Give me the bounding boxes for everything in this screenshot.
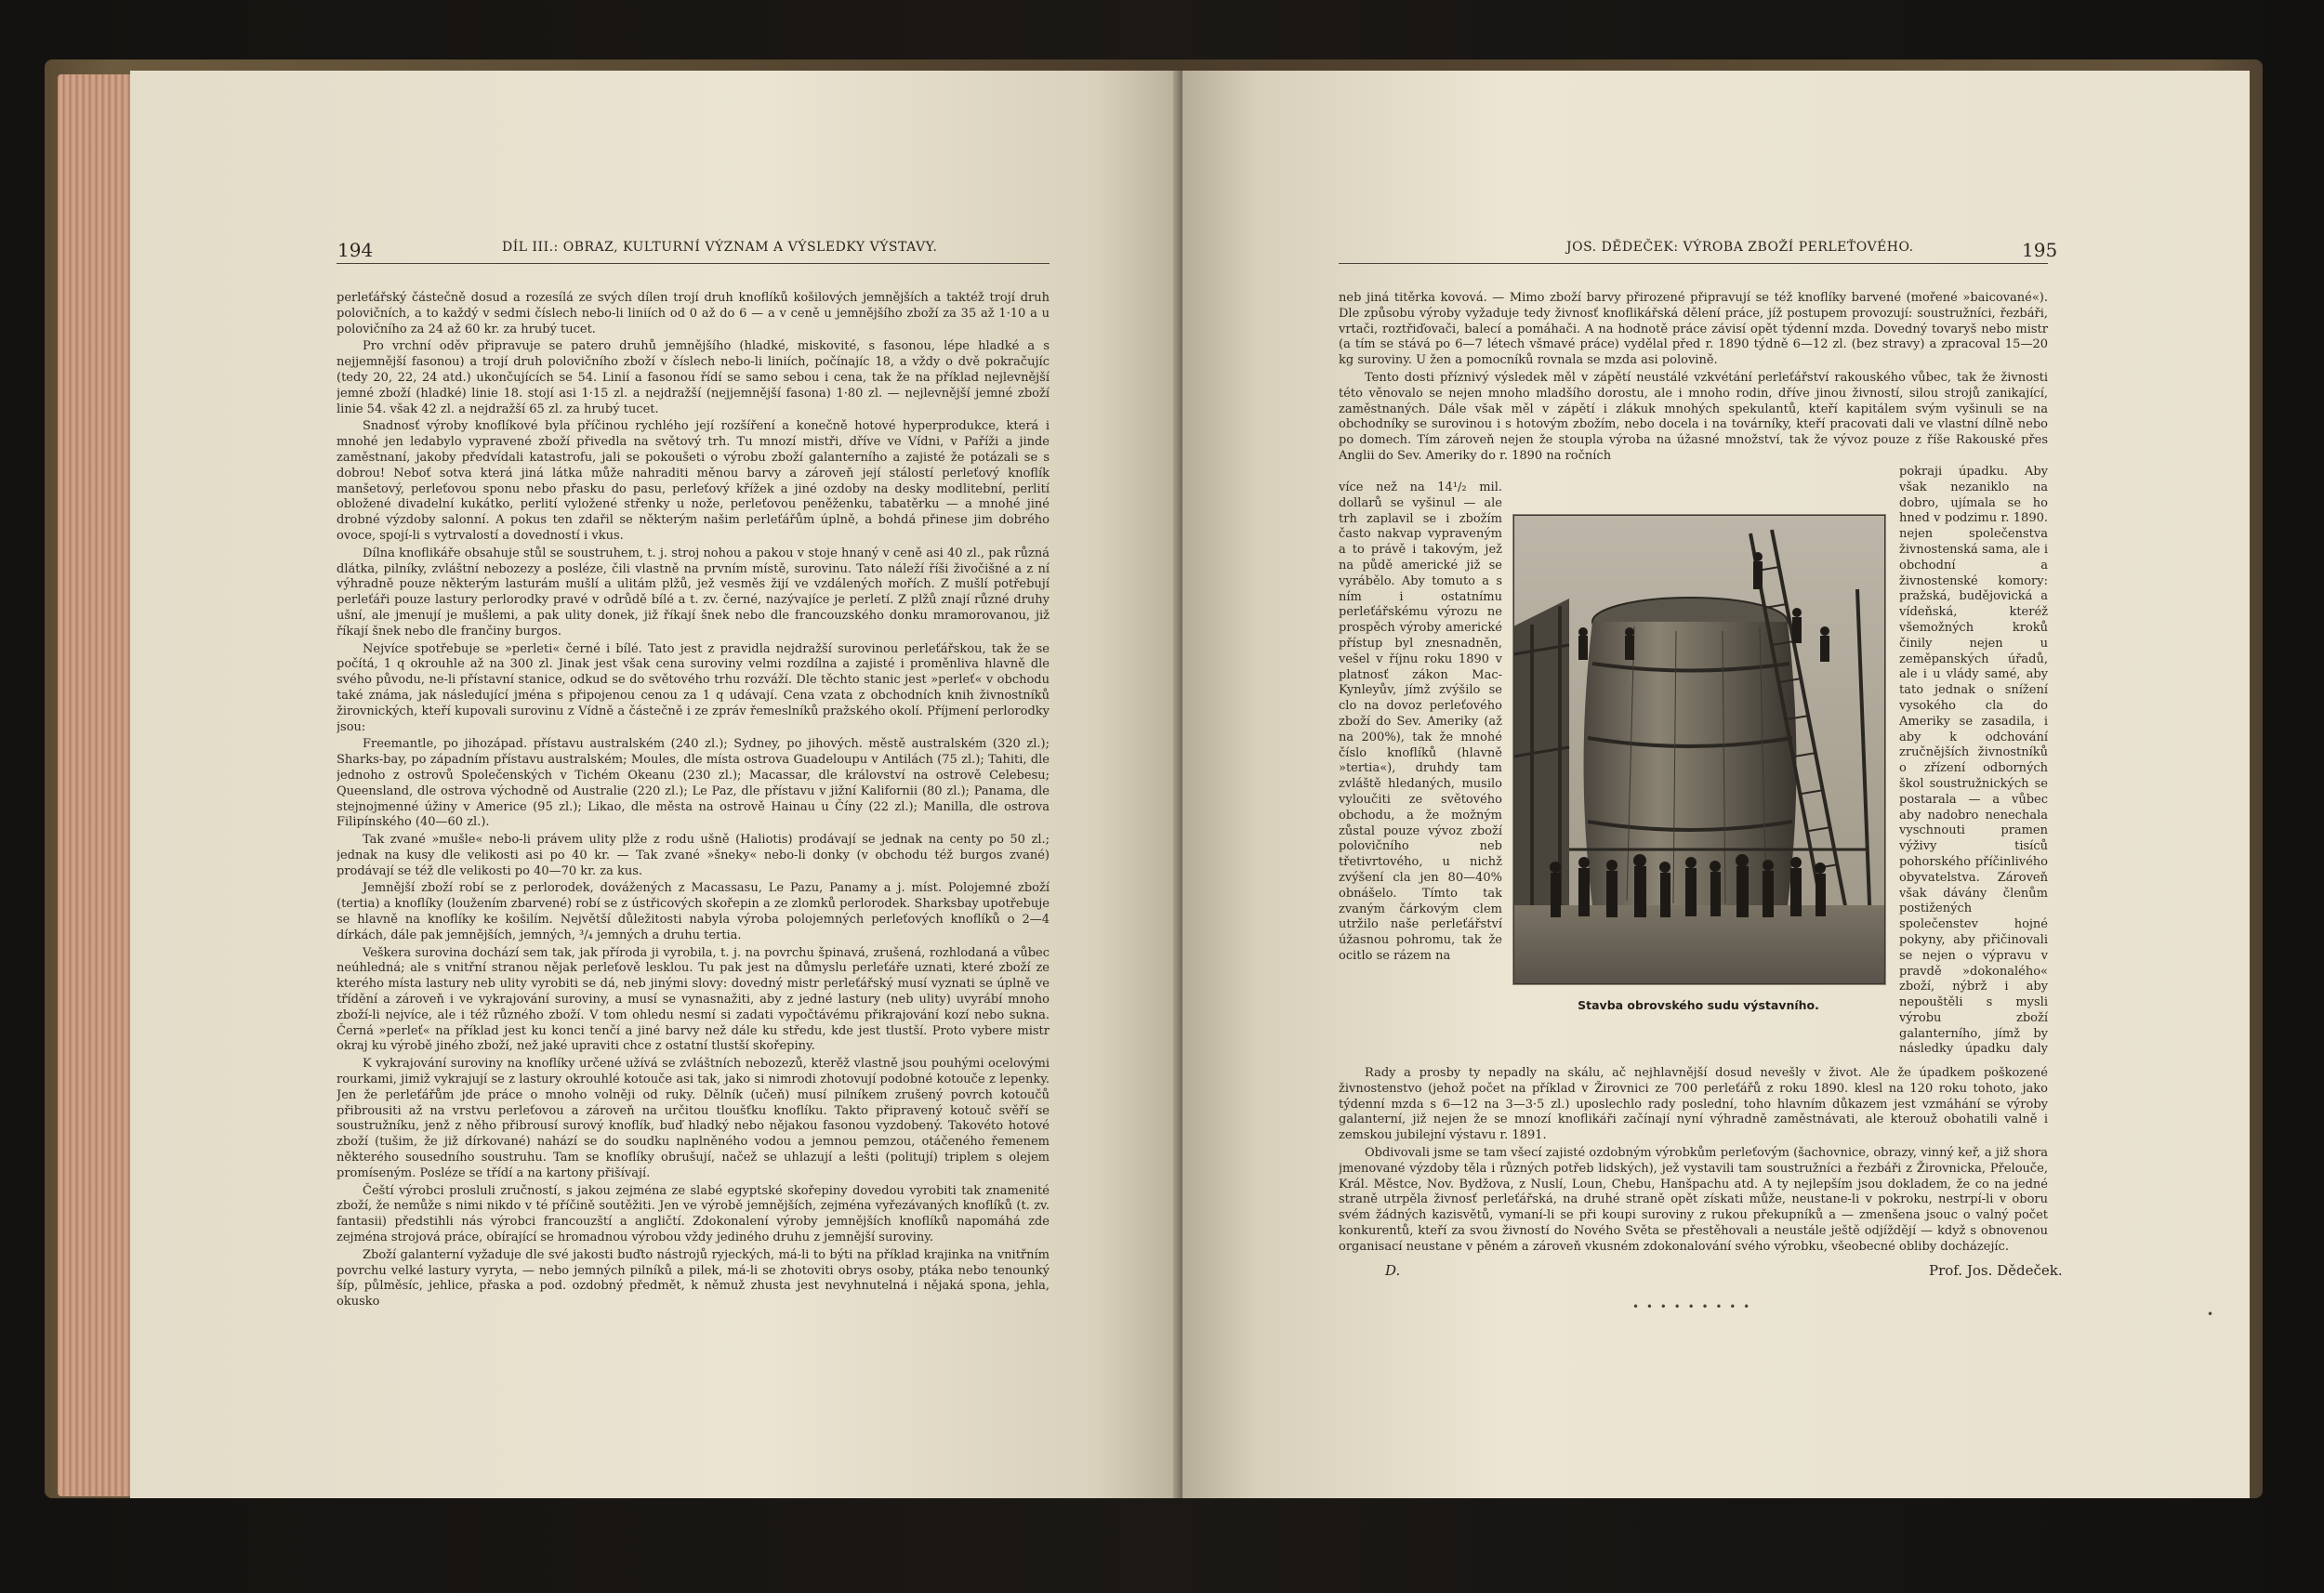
paragraph: perleťářský částečně dosud a rozesílá ze svých dílen trojí druh knoflíků košilových jemnějších a taktéž trojí druh polovičních, a to každý v sedmi číslech nebo-li liniích od 0 až do 6 — a v ceně u jemnějšího zboží za 35 až 1·10 a u polovičního za 24 až 60 kr. za hrubý tucet. — [337, 291, 1050, 336]
right-page-bottom-text — [1339, 1066, 2048, 1259]
corner-ornament: • — [2207, 1308, 2214, 1321]
right-page-number: 195 — [2022, 239, 2058, 261]
paragraph: K vykrajování suroviny na knoflíky určené užívá se zvláštních nebozezů, kterěž vlastně jsou pouhými ocelovými rourkami, jimiž vykrajují se z lastury okrouhlé kotouče asi tak, jako si nimrodi zhotovují podobné kotouče z lepenky. Jen že perleťářům jde práce o mnoho volněji od ruky. Dělník (učeň) musí pilníkem zrušený povrch kotoučů přibrousiti až na vrstvu perleťovou a zároveň na určitou tloušťku knoflíku. Takto připravený kotouč svěří se soustružníku, jenž z něho přibrousí surový knoflík, buď hladký nebo nějakou fasonou vyzdobený. Takovéto hotové zboží (tušim, že již dírkované) nahází se do soudku naplněného vodou a jemnou pemzou, otáčeného řemenem některého sousedního soustruhu. Tam se knoflíky obrušují, načež se uhlazují a lešti (politují) triplem s olejem promíseným. Posléze se třídí a na kartony přišívají. — [337, 1057, 1050, 1180]
paragraph: Obdivovali jsme se tam všecí zajisté ozdobným výrobkům perleťovým (šachovnice, obrazy, vinný keř, a již shora jmenované výzdoby těla i různých potřeb lidských), jež vystavili tam soustružníci a řezbáři z Žirovnicka, Přelouče, Král. Městce, Nov. Bydžova, z Nuslí, Loun, Chebu, Hanšpachu atd. A ty nejlepším jsou dokladem, že co na jedné straně utrpěla živnosť perleťářská, na druhé straně opět získati může, neustane-li v pokroku, nestrpí-li v oboru svém žádných kazisvětů, vymaní-li se při koupi suroviny z rukou překupníků a — zmenšena jsouc o valný počet konkurentů, kteří za svou živností do Nového Světa se přestěhovali a neustále ještě odjíždějí — když s obnovenou organisací neustane v pěném a zároveň vkusném zdokonalování svého výrobku, všeobecné obliby docházejíc. — [1339, 1145, 2048, 1254]
right-page-right-narrow-column — [1899, 465, 2048, 1056]
signoff-initial: D. — [1385, 1262, 1401, 1279]
right-running-header: JOS. DĚDEČEK: VÝROBA ZBOŽÍ PERLEŤOVÉHO. — [1566, 240, 1914, 255]
barrel-construction-photo — [1512, 514, 1886, 985]
photo-caption: Stavba obrovského sudu výstavního. — [1578, 998, 1819, 1012]
paragraph: Veškera surovina dochází sem tak, jak příroda ji vyrobila, t. j. na povrchu špinavá, zrušená, rozhlodaná a vůbec neúhledná; ale s vnitřní stranou nějak perleťově lesklou. Tu pak jest na důmyslu perleťáře uznati, které zboží ze kterého místa lastury neb ulity vyrobiti se dá, neb jinými slovy: dovedný mistr perleťářský musí vyznati se úplně ve třídění a zároveň i ve vykrajování suroviny, a musí se vynasnažiti, aby z jedné lastury (neb ulity) uvyrábí mnoho zboží-li nejvíce, ale i též různého zboží. V tom ohledu nesmí si zadati vypočtávému přikrajování kozí nebo sukna. Černá »perleť« na příklad jest ku konci tenčí a jiné barvy než dále ku středu, kde jest tlustší. Proto vybere mistr okraj ku výrobě jiného zboží, než jaké upraviti chce z ostatní tlustší skořepiny. — [337, 945, 1050, 1054]
photo-illustration — [1513, 515, 1885, 984]
paragraph: Dílna knoflikáře obsahuje stůl se soustruhem, t. j. stroj nohou a pakou v stoje hnaný v ceně asi 40 zl., pak různá dlátka, pilníky, zvláštní nebozezy a posléze, čili vlastně na prvním místě, surovinu. Tato náleží říši živočišné a z ní výhradně pouze některým lasturám mušlí a ulitám plžů, jež vesměs žijí ve vzdálených mořích. Z mušlí potřebují perleťáři pouze lastury perlorodky pravé v odrůdě bílé a t. zv. černé, nazývajíce je perletí. Z plžů znají různé druhy ušní, ale jmenují je mušlemi, a pak ulity donek, již říkají šnek nebo dle francouzského donku mramorovanou, již říkají šnek nebo dle frančiny burgos. — [337, 546, 1050, 639]
left-running-header: DÍL III.: OBRAZ, KULTURNÍ VÝZNAM A VÝSLEDKY VÝSTAVY. — [502, 240, 938, 255]
right-header-rule — [1339, 263, 2048, 264]
left-page-text — [337, 291, 1050, 1313]
paragraph: Rady a prosby ty nepadly na skálu, ač nejhlavnější dosud nevešly v život. Ale že úpadkem poškozené živnostenstvo (jehož počet na příklad v Žirovnici ze 700 perleťářů z roku 1890. klesl na 120 roku tohoto, jako týdenní mzda s 6—12 na 3—3·5 zl.) uposlechlo rady poslední, toho hlavním důkazem jest vzmáhání se výroby galanterní, již nejen že se mnozí knoflikáři začínají nyní výhradně zaměstnávati, ale kterouž obohatili valně i zemskou jubilejní výstavu r. 1891. — [1339, 1066, 2048, 1143]
paragraph: Freemantle, po jihozápad. přístavu australském (240 zl.); Sydney, po jihových. městě australském (320 zl.); Sharks-bay, po západním přístavu australském; Moules, dle místa ostrova Guadeloupu v Antilách (75 zl.); Tahiti, dle jednoho z ostrovů Společenských v Tichém Okeanu (230 zl.); Macassar, dle království na ostrově Celebesu; Queensland, dle ostrova východně od Australie (220 zl.); Le Paz, dle přístavu v jižní Kalifornii (80 zl.); Panama, dle stejnojmenné úžiny v Americe (95 zl.); Likao, dle města na ostrově Hainau u Číny (22 zl.); Manilla, dle ostrova Filipínského (40—60 zl.). — [337, 737, 1050, 830]
paragraph: Snadnosť výroby knoflíkové byla příčinou rychlého její rozšíření a konečně hotové hyperprodukce, která i mnohé jen ledabylo vypravené zboží přivedla na světový trh. Tu mnozí mistři, dříve ve Vídni, v Paříži a jinde zaměstnaní, jakoby předvídali katastrofu, jali se pokoušeti o výrobu zboží galanterního a zajisté že potázali se s dobrou! Neboť sotva která jiná látka může nahraditi měnou barvy a zároveň její stálostí perleťový knoflík manšetový, perleťovou sponu nebo přasku do pasu, perleťový křížek a jiné ozdoby na desky modlitební, perlití obložené divadelní kukátko, perlití vyložené střenky u nože, perleťovou peněženku, tabatěrku — a mnohé jiné drobné výzdoby salonní. A pokus ten zdařil se některým našim perleťářům úplně, a bohdá přinese jim dobrého ovoce, spojí-li s vytrvalostí a dovedností i vkus. — [337, 419, 1050, 543]
paragraph: více než na 14¹/₂ mil. dollarů se vyšinul — ale trh zaplavil se i zbožím často nakvap vypraveným a to právě i takovým, jež na půdě americké již se vyrábělo. Aby tomuto a s ním i ostatnímu perleťářskému výrozu ne prospěch výroby americké přístup byl znesnadněn, vešel v říjnu roku 1890 v platnosť zákon Mac-Kynleyův, jímž zvýšilo se clo na dovoz perleťového zboží do Sev. Ameriky (až na 200%), tak že mnohé číslo knoflíků (hlavně »tertia«), druhdy tam zvláště hledaných, musilo vyloučiti ze světového obchodu, a že možným zůstal pouze vývoz zboží polovičního neb třetivrtového, u nichž zvýšení cla jen 80—40% obnášelo. Tímto tak zvaným čárkovým clem utržilo naše perleťářství úžasnou pohromu, tak že ocitlo se rázem na — [1339, 481, 1502, 963]
paragraph: Pro vrchní oděv připravuje se patero druhů jemnějšího (hladké, miskovité, s fasonou, lépe hladké a s nejjemnější fasonou) a trojí druh polovičního zboží v číslech nebo-li liniích, počínajíc 18, a vždy o dvě pokračujíc (tedy 20, 22, 24 atd.) ukončujících se 54. Linií a fasonou řídí se samo sebou i cena, tak že na příklad nejlevnější jemné zboží (hladké) linie 18. stojí asi 1·15 zl. a nejdražší (nejjemnější fasona) 1·80 zl. — nejlevnější jemné zboží linie 54. však 42 zl. a nejdražší 65 zl. za hrubý tucet. — [337, 339, 1050, 416]
paragraph: pokraji úpadku. Aby však nezaniklo na dobro, ujímala se ho hned v podzimu r. 1890. nejen společenstva živnostenská sama, ale i obchodní a živnostenské komory: pražská, budějovická a vídeňská, kteréž všemožných kroků činily nejen u zeměpanských úřadů, ale i u vlády samé, aby tato jednak o snížení vysokého cla do Ameriky se zasadila, i aby k odchování zručnějších živnostníků o zřízení odborných škol soustružnických se postarala — a vůbec aby nadobro nenechala vyschnouti pramen výživy tisíců pohorského příčinlivého obyvatelstva. Zároveň však dávány členům postižených společenstev hojné pokyny, aby přičinovali se nejen o výpravu v pravdě »dokonalého« zboží, nýbrž i aby nepouštěli s mysli výrobu zboží galanterního, jímž by následky úpadku daly — [1899, 465, 2048, 1056]
right-page-left-narrow-column — [1339, 481, 1502, 1056]
paragraph: neb jiná titěrka kovová. — Mimo zboží barvy přirozené připravují se též knoflíky barvené (mořené »baicované«). Dle způsobu výroby vyžaduje tedy živnosť knoflikářská dělení práce, jíž postupem provozují: soustružníci, řezbáři, vrtači, roztřiďovači, balecí a pomáhači. A na hodnotě práce závisí opět týdenní mzda. Dovedný tovaryš nebo mistr (a tím se stává po 6—7 létech všmavé práce) vydělal před r. 1890 týdně 6—12 zl. (bez stravy) a zpracoval 15—20 kg suroviny. U žen a pomocníků rovnala se mzda asi polovině. — [1339, 291, 2048, 368]
left-header-rule — [337, 263, 1050, 264]
paragraph: Čeští výrobci prosluli zručností, s jakou zejména ze slabé egyptské skořepiny dovedou vyrobiti tak znamenité zboží, že nemůže s nimi nikdo v té příčině soutěžiti. Jen ve výrobě jemnějších, zejména vyřezávaných knoflíků (t. zv. fantasii) předstihli nás výrobci francouzští a angličtí. Zdokonalení výroby jemnějších knoflíků napomáhá zde zejména strojová práce, obírající se hromadnou výrobou vždy jediného druhu z jemnější suroviny. — [337, 1183, 1050, 1245]
author-signature: Prof. Jos. Dědeček. — [1929, 1262, 2063, 1279]
paragraph: Tak zvané »mušle« nebo-li právem ulity plže z rodu ušně (Haliotis) prodávají se jednak na centy po 50 zl.; jednak na kusy dle velikosti asi po 40 kr. — Tak zvané »šneky« nebo-li donky (v obchodu též burgos zvané) prodávají se též dle velikosti po 40—70 kr. za kus. — [337, 833, 1050, 878]
left-page-number: 194 — [337, 239, 374, 261]
paragraph: Jemnější zboží robí se z perlorodek, dovážených z Macassasu, Le Pazu, Panamy a j. míst. Polojemné zboží (tertia) a knoflíky (loužením zbarvené) robí se z ústřicových skořepin a ze zlomků perlorodek. Sharksbay upotřebuje se hlavně na knoflíky ke košilím. Největší důležitosti nabyla výroba polojemných perleťových knoflíků o 2—4 dírkách, dále pak jemnějších, jemných, ³/₄ jemných a druhu tertia. — [337, 881, 1050, 942]
paragraph: Zboží galanterní vyžaduje dle své jakosti buďto nástrojů ryjeckých, má-li to býti na příklad krajinka na vnitřním povrchu velké lastury vyryta, — nebo jemných pilníků a pilek, má-li se zhotoviti obrys osoby, ptáka nebo tenounký šíp, půlměsíc, jehlice, přaska a pod. ozdobný předmět, k němuž zhusta jest nevyhnutelná i nějaká spona, jehla, okusko — [337, 1247, 1050, 1310]
end-ornament: • • • • • • • • • — [1632, 1300, 1752, 1313]
paragraph: Tento dosti příznivý výsledek měl v zápětí neustálé vzkvétání perleťářství rakouského vůbec, tak že živnosti této věnovalo se nejen mnoho mladšího dorostu, ale i mnoho rodin, dříve jinou živností, silou strojů zanikající, zaměstnaných. Dále však měl v zápětí i zlákuk mnohých spekulantů, kteří kapitálem svým vyšinuli se na obchodníky se surovinou i s hotovým zbožím, nebo docela i na továrníky, kteří pracovati dali ve vlastní dílně nebo po domech. Tím zároveň nejen že stoupla výroba na úžasné množství, tak že vývoz pouze z říše Rakouské přes Anglii do Sev. Ameriky do r. 1890 na ročních — [1339, 370, 2048, 463]
paragraph: Nejvíce spotřebuje se »perleti« černé i bílé. Tato jest z pravidla nejdražší surovinou perleťářskou, tak že se počítá, 1 q okrouhle až na 300 zl. Jinak jest však cena suroviny velmi rozdílna a zajisté i proměnliva hlavně dle svého původu, ne-li přístavní stanice, odkud se do světového trhu rozváží. Dle těchto stanic jest »perleť« v obchodu také známa, jak následující jména s připojenou cenou za 1 q udávají. Cena vzata z obchodních knih živnostníků žirovnických, kteří kupovali surovinu z Vídně a částečně i ze zpráv řemeslníků pražského okolí. Příjmení perlorodky jsou: — [337, 641, 1050, 734]
